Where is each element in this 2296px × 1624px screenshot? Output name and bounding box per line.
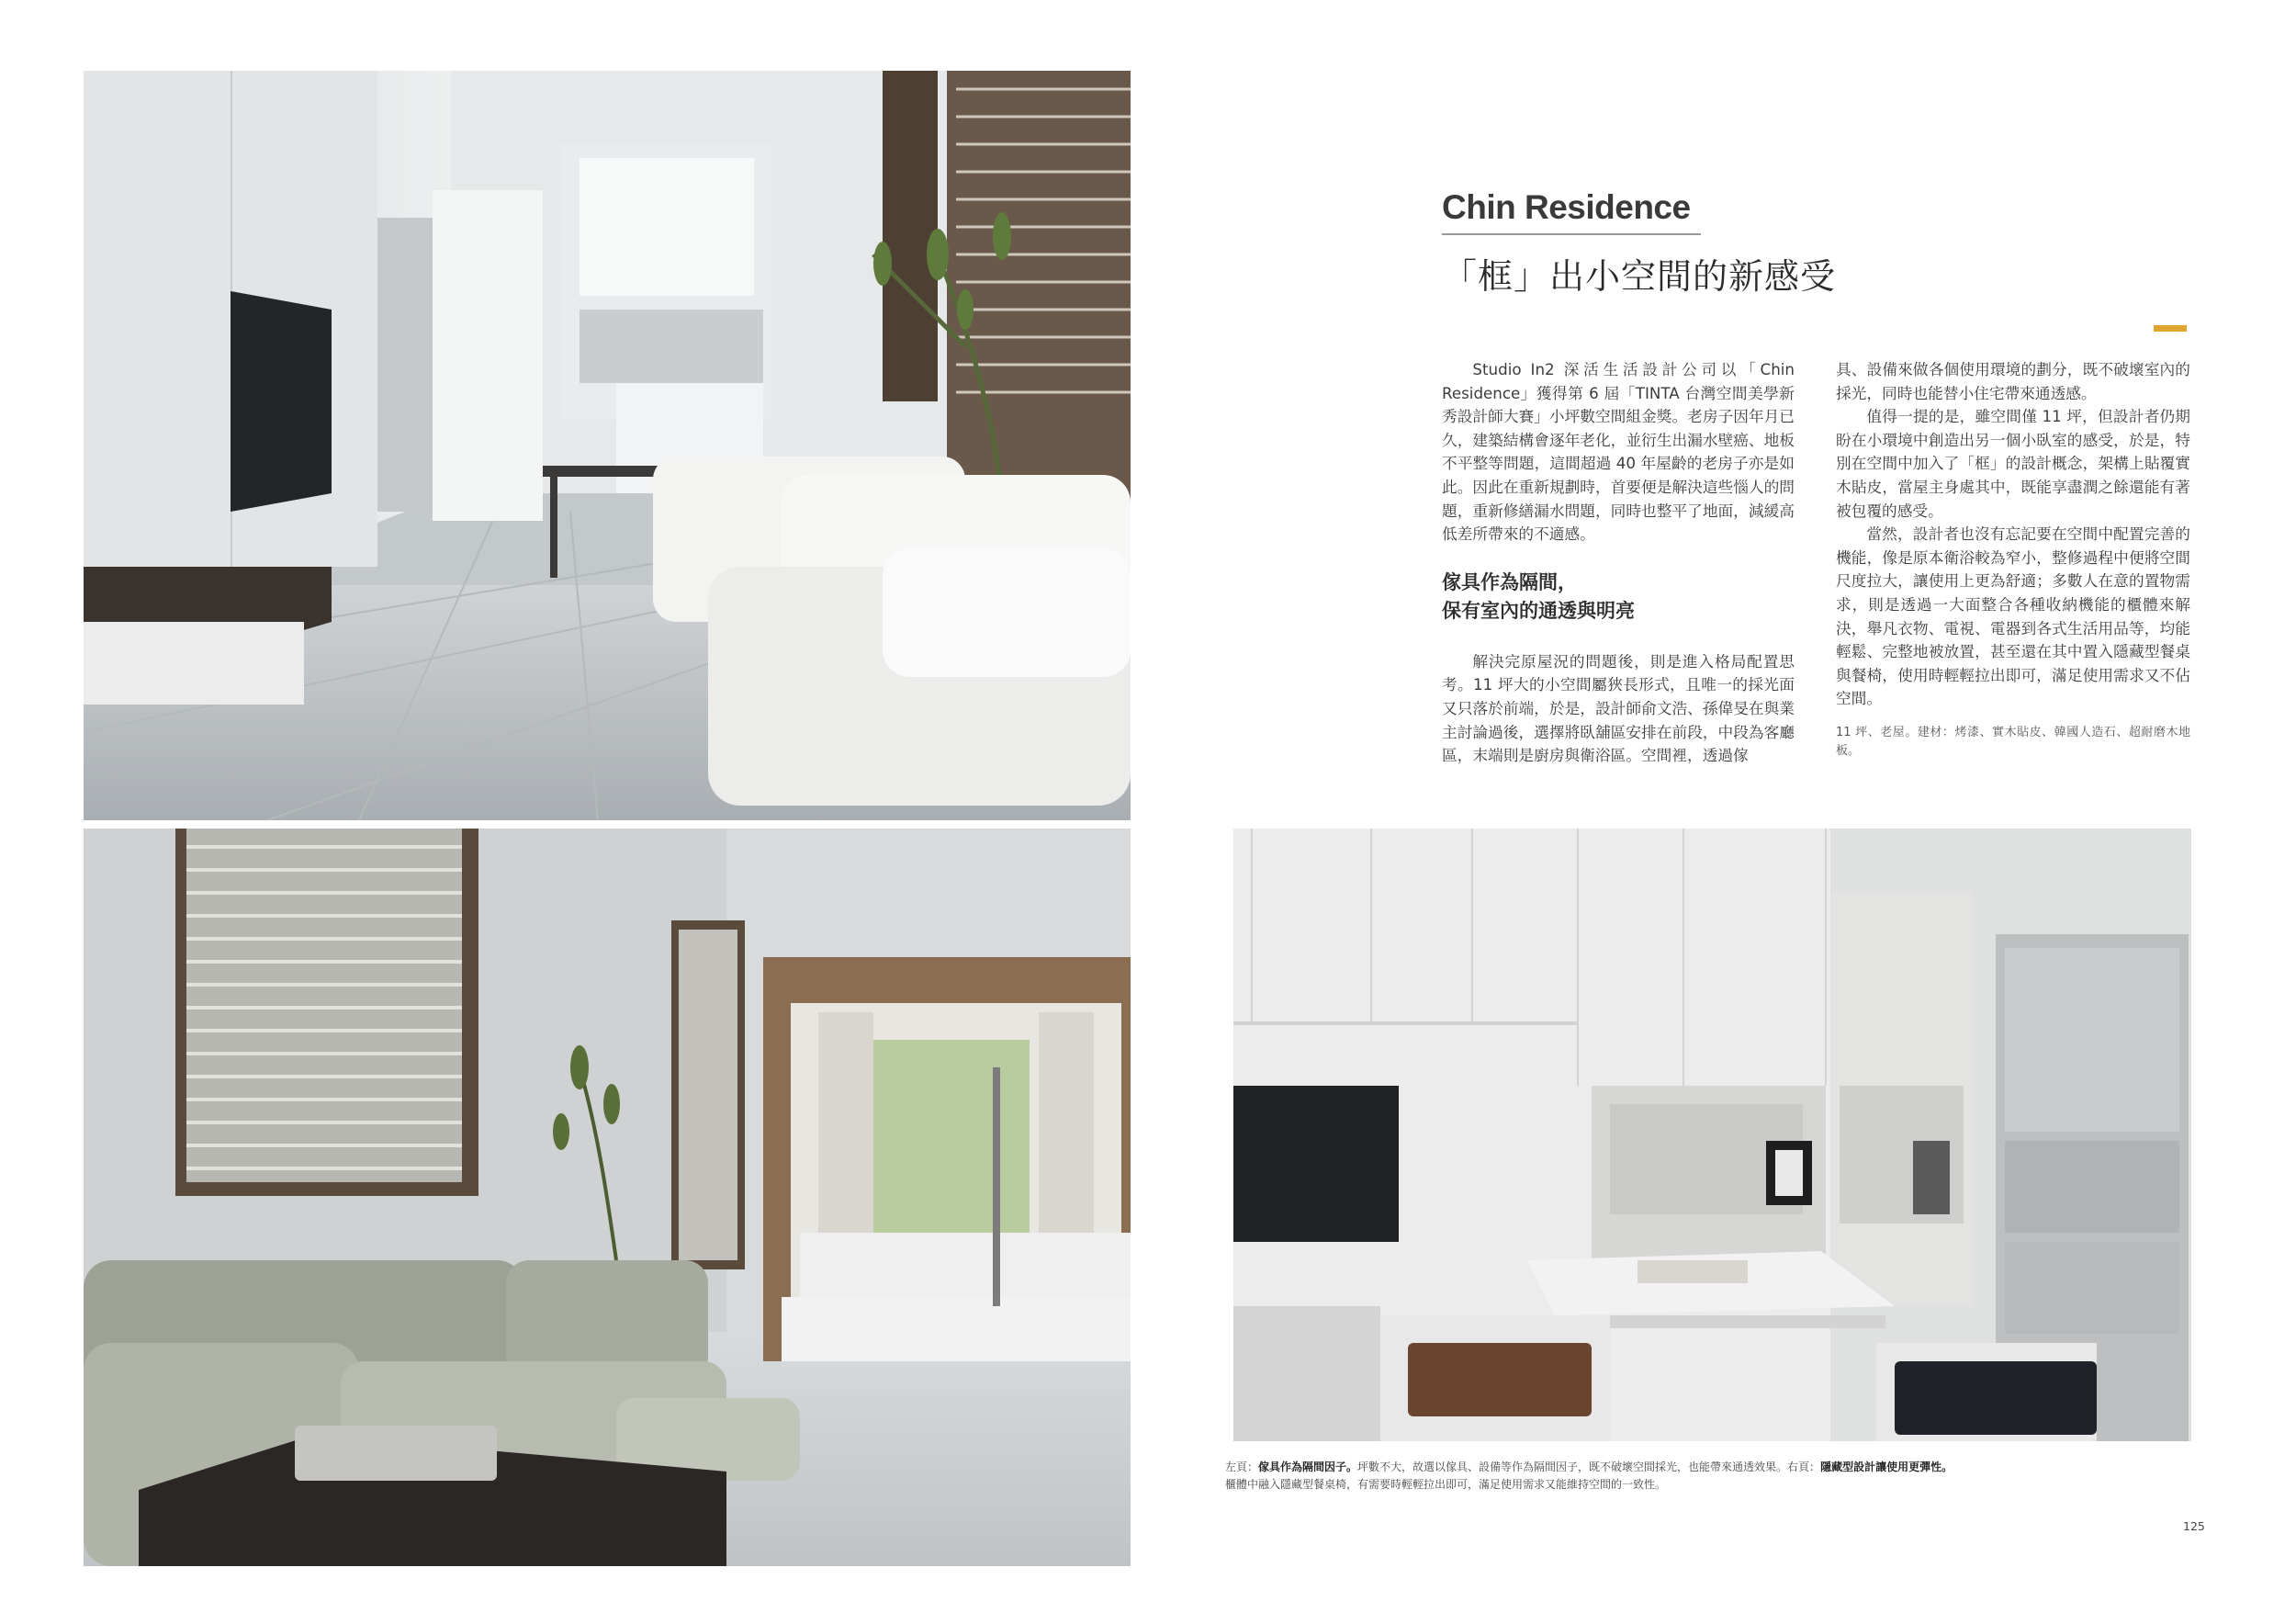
body-paragraph: 具、設備來做各個使用環境的劃分，既不破壞室內的採光，同時也能替小住宅帶來通透感。 bbox=[1836, 360, 2190, 402]
caption-right-label: 右頁： bbox=[1787, 1460, 1821, 1473]
section-heading-line: 保有室內的通透與明亮 bbox=[1442, 599, 1635, 622]
article-title: Chin Residence bbox=[1442, 188, 1691, 226]
section-heading bbox=[1442, 569, 1795, 626]
body-paragraph: Studio In2 深活生活設計公司以「Chin Residence」獲得第 6 屆「TINTA 台灣空間美學新秀設計師大賽」小坪數空間組金獎。老房子因年月已久，建築結構會逐年老化，並衍生出漏水壁癌、地板不平整等問題，這間超過 40 年屋齡的老房子亦是如此。因此在重新規劃時，首要便是解決這些惱人的問題，重新修繕漏水問題，同時也整平了地面，減緩高低差所帶來的不適感。 bbox=[1442, 360, 1795, 544]
body-paragraph: 當然，設計者也沒有忘記要在空間中配置完善的機能，像是原本衛浴較為窄小，整修過程中便將空間尺度拉大，讓使用上更為舒適；多數人在意的置物需求，則是透過一大面整合各種收納機能的櫃體來解決，舉凡衣物、電視、電器到各式生活用品等，均能輕鬆、完整地被放置，甚至還在其中置入隱藏型餐桌與餐椅，使用時輕輕拉出即可，滿足使用需求又不佔空間。 bbox=[1836, 524, 2190, 708]
photo-kitchen-living bbox=[84, 71, 1131, 820]
accent-bar bbox=[2154, 325, 2187, 332]
photo-caption bbox=[1225, 1459, 2199, 1494]
body-paragraph: 解決完原屋況的問題後，則是進入格局配置思考。11 坪大的小空間屬狹長形式，且唯一的採光面又只落於前端，於是，設計師俞文浩、孫偉旻在與業主討論過後，選擇將臥舖區安排在前段，中段為客廳區，末端則是廚房與衛浴區。空間裡，透過傢 bbox=[1442, 651, 1795, 765]
caption-left-text: 坪數不大，故選以傢具、設備等作為隔間因子，既不破壞空間採光，也能帶來通透效果。 bbox=[1357, 1460, 1788, 1473]
body-column-right bbox=[1836, 358, 2190, 761]
caption-left-title: 傢具作為隔間因子。 bbox=[1258, 1460, 1358, 1473]
caption-left-label: 左頁： bbox=[1225, 1460, 1259, 1473]
article-subtitle: 「框」出小空間的新感受 bbox=[1442, 256, 1837, 297]
photo-living-bed-nook bbox=[84, 829, 1131, 1566]
title-underline bbox=[1442, 233, 1701, 235]
section-heading-line: 傢具作為隔間， bbox=[1442, 570, 1577, 593]
caption-line bbox=[1225, 1459, 2199, 1476]
photo-cabinet-dining bbox=[1233, 829, 2191, 1441]
caption-right-title: 隱藏型設計讓使用更彈性。 bbox=[1820, 1460, 1953, 1473]
page-number: 125 bbox=[2183, 1519, 2205, 1533]
body-paragraph: 值得一提的是，雖空間僅 11 坪，但設計者仍期盼在小環境中創造出另一個小臥室的感受，於是，特別在空間中加入了「框」的設計概念，架構上貼覆實木貼皮，當屋主身處其中，既能享盡潤之餘還能有著被包覆的感受。 bbox=[1836, 407, 2190, 520]
spec-line: 11 坪、老屋。建材：烤漆、實木貼皮、韓國人造石、超耐磨木地板。 bbox=[1836, 725, 2190, 758]
caption-line: 櫃體中融入隱藏型餐桌椅，有需要時輕輕拉出即可，滿足使用需求又能維持空間的一致性。 bbox=[1225, 1478, 1667, 1491]
body-column-left bbox=[1442, 358, 1795, 768]
